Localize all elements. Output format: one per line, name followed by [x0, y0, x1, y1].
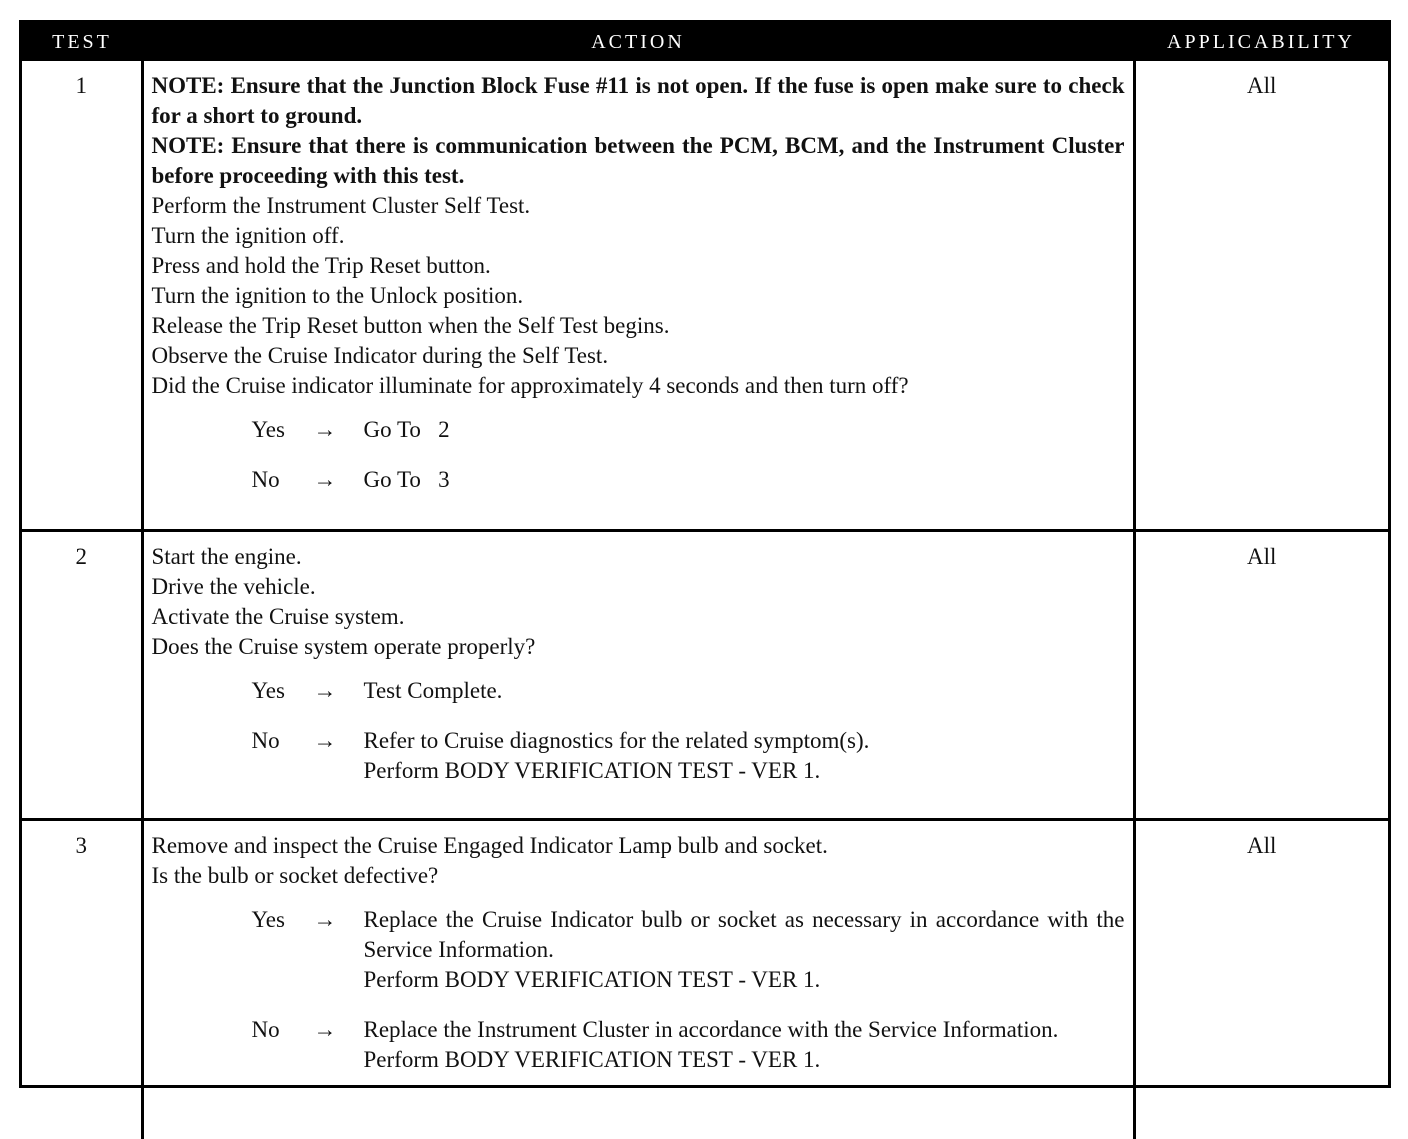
action-cell [142, 61, 1134, 531]
step-text: Press and hold the Trip Reset button. [152, 251, 1125, 281]
result-line: Perform BODY VERIFICATION TEST - VER 1. [364, 965, 1125, 995]
question-text: Does the Cruise system operate properly? [152, 632, 1125, 662]
branch-result [364, 465, 1125, 495]
applicability-value: All [1134, 531, 1388, 820]
arrow-right-icon: → [314, 676, 364, 706]
result-line: Replace the Cruise Indicator bulb or socket as necessary in accordance with the Service Information. [364, 905, 1125, 965]
result-line: Refer to Cruise diagnostics for the related symptom(s). [364, 726, 1125, 756]
table-row [22, 820, 1388, 1139]
header-row [22, 23, 1388, 61]
step-text: Turn the ignition off. [152, 221, 1125, 251]
result-line: Perform BODY VERIFICATION TEST - VER 1. [364, 756, 1125, 786]
header-action: ACTION [142, 23, 1134, 61]
header-applicability: APPLICABILITY [1134, 23, 1388, 61]
step-text: Activate the Cruise system. [152, 602, 1125, 632]
branch-yes [252, 415, 1125, 445]
result-line: Test Complete. [364, 676, 1125, 706]
step-text: Remove and inspect the Cruise Engaged Indicator Lamp bulb and socket. [152, 831, 1125, 861]
note-text: NOTE: Ensure that there is communication between the PCM, BCM, and the Instrument Cluster before proceeding with this test. [152, 131, 1125, 191]
step-text: Start the engine. [152, 542, 1125, 572]
branch-no [252, 465, 1125, 495]
question-text: Is the bulb or socket defective? [152, 861, 1125, 891]
answer-label: No [252, 465, 314, 495]
answer-label: Yes [252, 676, 314, 706]
arrow-right-icon: → [314, 1015, 364, 1075]
result-line: Perform BODY VERIFICATION TEST - VER 1. [364, 1045, 1125, 1075]
note-text: NOTE: Ensure that the Junction Block Fuse #11 is not open. If the fuse is open make sure to check for a short to ground. [152, 71, 1125, 131]
branch-no [252, 726, 1125, 786]
action-cell [142, 531, 1134, 820]
answer-branches [152, 905, 1125, 1075]
branch-result [364, 676, 1125, 706]
arrow-right-icon: → [314, 465, 364, 495]
branch-yes [252, 676, 1125, 706]
branch-yes [252, 905, 1125, 995]
test-number: 1 [22, 61, 142, 531]
action-cell [142, 820, 1134, 1139]
branch-result [364, 415, 1125, 445]
diagnostic-table-frame [19, 20, 1391, 1088]
applicability-value: All [1134, 820, 1388, 1139]
step-text: Observe the Cruise Indicator during the Self Test. [152, 341, 1125, 371]
result-line: Go To 3 [364, 465, 1125, 495]
branch-result [364, 905, 1125, 995]
answer-branches [152, 415, 1125, 495]
step-text: Drive the vehicle. [152, 572, 1125, 602]
test-number: 2 [22, 531, 142, 820]
step-text: Release the Trip Reset button when the Self Test begins. [152, 311, 1125, 341]
header-test: TEST [22, 23, 142, 61]
step-text: Turn the ignition to the Unlock position. [152, 281, 1125, 311]
branch-result [364, 1015, 1125, 1075]
arrow-right-icon: → [314, 726, 364, 786]
applicability-value: All [1134, 61, 1388, 531]
result-line: Go To 2 [364, 415, 1125, 445]
arrow-right-icon: → [314, 415, 364, 445]
table-row [22, 531, 1388, 820]
result-line: Replace the Instrument Cluster in accordance with the Service Information. [364, 1015, 1125, 1045]
answer-label: Yes [252, 905, 314, 995]
diagnostic-test-table [22, 23, 1388, 1139]
step-text: Perform the Instrument Cluster Self Test. [152, 191, 1125, 221]
answer-label: No [252, 1015, 314, 1075]
test-number: 3 [22, 820, 142, 1139]
answer-branches [152, 676, 1125, 786]
question-text: Did the Cruise indicator illuminate for approximately 4 seconds and then turn off? [152, 371, 1125, 401]
arrow-right-icon: → [314, 905, 364, 995]
branch-result [364, 726, 1125, 786]
answer-label: Yes [252, 415, 314, 445]
branch-no [252, 1015, 1125, 1075]
answer-label: No [252, 726, 314, 786]
table-row [22, 61, 1388, 531]
